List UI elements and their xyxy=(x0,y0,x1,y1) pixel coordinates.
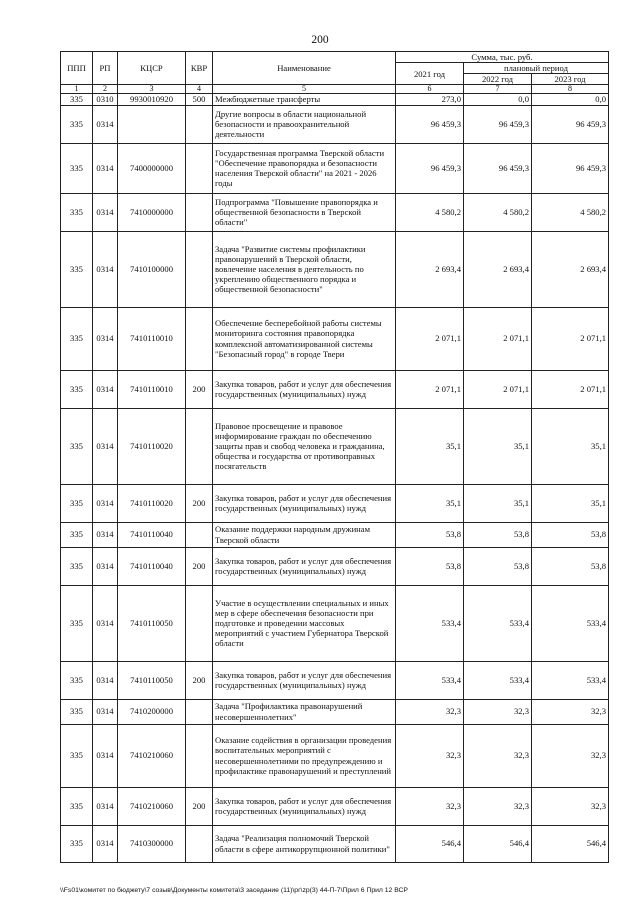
table-row xyxy=(61,408,609,484)
cell-kvr xyxy=(186,307,213,370)
cell-2021: 32,3 xyxy=(396,787,464,825)
cell-2022: 96 459,3 xyxy=(464,105,532,143)
cell-kvr xyxy=(186,193,213,231)
cell-kcsr: 7410110010 xyxy=(118,307,186,370)
cell-name: Правовое просвещение и правовое информирование граждан по обеспечению защиты прав и свобод человека и гражданина, общества и государства от противоправных посягательств xyxy=(213,408,396,484)
cell-2022: 32,3 xyxy=(464,787,532,825)
cell-2023: 96 459,3 xyxy=(532,105,609,143)
cell-kvr: 200 xyxy=(186,484,213,522)
cell-ppp: 335 xyxy=(61,94,93,105)
cell-2023: 533,4 xyxy=(532,585,609,661)
cell-2023: 533,4 xyxy=(532,661,609,699)
col-header-2021: 2021 год xyxy=(396,63,464,85)
cell-ppp: 335 xyxy=(61,484,93,522)
cell-kcsr: 7410110050 xyxy=(118,661,186,699)
cell-rp: 0314 xyxy=(93,825,118,862)
cell-name: Задача "Профилактика правонарушений несовершеннолетних" xyxy=(213,699,396,724)
cell-2021: 533,4 xyxy=(396,585,464,661)
cell-2021: 546,4 xyxy=(396,825,464,862)
cell-2022: 2 071,1 xyxy=(464,307,532,370)
cell-kvr: 200 xyxy=(186,547,213,585)
cell-2021: 35,1 xyxy=(396,408,464,484)
cell-2022: 35,1 xyxy=(464,484,532,522)
cell-rp: 0314 xyxy=(93,522,118,547)
cell-rp: 0314 xyxy=(93,408,118,484)
column-number: 5 xyxy=(213,85,396,94)
cell-ppp: 335 xyxy=(61,193,93,231)
cell-name: Обеспечение бесперебойной работы системы мониторинга состояния правопорядка комплексной автоматизированной системы "Безопасный город" в городе Твери xyxy=(213,307,396,370)
cell-name: Оказание поддержки народным дружинам Тверской области xyxy=(213,522,396,547)
cell-kcsr: 7410210060 xyxy=(118,724,186,787)
column-number: 8 xyxy=(532,85,609,94)
cell-2022: 96 459,3 xyxy=(464,143,532,193)
table-row xyxy=(61,307,609,370)
cell-kvr xyxy=(186,408,213,484)
cell-ppp: 335 xyxy=(61,547,93,585)
cell-2023: 32,3 xyxy=(532,699,609,724)
table-row xyxy=(61,370,609,408)
cell-name: Задача "Развитие системы профилактики правонарушений в Тверской области, вовлечение населения в деятельность по укреплению общественного порядка и общественной безопасности" xyxy=(213,231,396,307)
cell-kcsr: 7410110020 xyxy=(118,484,186,522)
cell-kcsr: 7410300000 xyxy=(118,825,186,862)
cell-ppp: 335 xyxy=(61,585,93,661)
cell-2023: 4 580,2 xyxy=(532,193,609,231)
column-number: 7 xyxy=(464,85,532,94)
cell-rp: 0314 xyxy=(93,307,118,370)
col-header-kcsr: КЦСР xyxy=(118,52,186,85)
cell-kcsr: 7410110040 xyxy=(118,547,186,585)
cell-kcsr xyxy=(118,105,186,143)
col-header-rp: РП xyxy=(93,52,118,85)
cell-kvr xyxy=(186,699,213,724)
table-row xyxy=(61,193,609,231)
cell-kcsr: 7410200000 xyxy=(118,699,186,724)
cell-2023: 53,8 xyxy=(532,547,609,585)
table-row xyxy=(61,787,609,825)
cell-2022: 53,8 xyxy=(464,522,532,547)
cell-name: Закупка товаров, работ и услуг для обеспечения государственных (муниципальных) нужд xyxy=(213,787,396,825)
cell-rp: 0314 xyxy=(93,484,118,522)
cell-2022: 32,3 xyxy=(464,699,532,724)
column-number: 6 xyxy=(396,85,464,94)
cell-kvr xyxy=(186,585,213,661)
cell-kvr xyxy=(186,231,213,307)
cell-2022: 2 071,1 xyxy=(464,370,532,408)
cell-kcsr: 7400000000 xyxy=(118,143,186,193)
cell-name: Межбюджетные трансферты xyxy=(213,94,396,105)
cell-2021: 533,4 xyxy=(396,661,464,699)
cell-ppp: 335 xyxy=(61,231,93,307)
cell-kvr xyxy=(186,105,213,143)
cell-name: Другие вопросы в области национальной безопасности и правоохранительной деятельности xyxy=(213,105,396,143)
cell-rp: 0314 xyxy=(93,585,118,661)
table-row xyxy=(61,724,609,787)
cell-kcsr: 7410110050 xyxy=(118,585,186,661)
cell-2023: 35,1 xyxy=(532,408,609,484)
cell-rp: 0314 xyxy=(93,193,118,231)
cell-2022: 2 693,4 xyxy=(464,231,532,307)
cell-kvr: 200 xyxy=(186,787,213,825)
cell-2022: 533,4 xyxy=(464,661,532,699)
cell-2021: 53,8 xyxy=(396,547,464,585)
cell-rp: 0314 xyxy=(93,370,118,408)
cell-2021: 273,0 xyxy=(396,94,464,105)
col-header-planned-period: плановый период xyxy=(464,63,609,74)
cell-rp: 0314 xyxy=(93,143,118,193)
table-row xyxy=(61,105,609,143)
cell-kcsr: 7410100000 xyxy=(118,231,186,307)
table-row xyxy=(61,547,609,585)
cell-2022: 32,3 xyxy=(464,724,532,787)
table-row xyxy=(61,585,609,661)
cell-kvr xyxy=(186,522,213,547)
table-row xyxy=(61,699,609,724)
cell-ppp: 335 xyxy=(61,825,93,862)
cell-kvr xyxy=(186,724,213,787)
cell-rp: 0314 xyxy=(93,547,118,585)
cell-rp: 0314 xyxy=(93,661,118,699)
cell-2023: 546,4 xyxy=(532,825,609,862)
col-header-2023: 2023 год xyxy=(532,74,609,85)
cell-kcsr: 7410110010 xyxy=(118,370,186,408)
cell-name: Закупка товаров, работ и услуг для обеспечения государственных (муниципальных) нужд xyxy=(213,370,396,408)
column-numbers-row xyxy=(61,85,609,94)
cell-2023: 96 459,3 xyxy=(532,143,609,193)
cell-rp: 0310 xyxy=(93,94,118,105)
table-row xyxy=(61,825,609,862)
cell-ppp: 335 xyxy=(61,787,93,825)
cell-2023: 35,1 xyxy=(532,484,609,522)
column-number: 2 xyxy=(93,85,118,94)
cell-rp: 0314 xyxy=(93,231,118,307)
cell-kcsr: 7410110020 xyxy=(118,408,186,484)
column-number: 4 xyxy=(186,85,213,94)
cell-2022: 533,4 xyxy=(464,585,532,661)
cell-2021: 2 071,1 xyxy=(396,370,464,408)
cell-2021: 96 459,3 xyxy=(396,105,464,143)
cell-2021: 4 580,2 xyxy=(396,193,464,231)
cell-kvr xyxy=(186,143,213,193)
table-header xyxy=(61,52,609,94)
cell-kcsr: 7410210060 xyxy=(118,787,186,825)
page-number: 200 xyxy=(311,34,329,46)
col-header-name: Наименование xyxy=(213,52,396,85)
table-row xyxy=(61,522,609,547)
cell-2022: 35,1 xyxy=(464,408,532,484)
cell-2022: 4 580,2 xyxy=(464,193,532,231)
cell-kvr: 200 xyxy=(186,661,213,699)
cell-name: Участие в осуществлении специальных и иных мер в сфере обеспечения безопасности при подготовке и проведении массовых мероприятий с участием Губернатора Тверской области xyxy=(213,585,396,661)
cell-2023: 0,0 xyxy=(532,94,609,105)
cell-rp: 0314 xyxy=(93,105,118,143)
cell-name: Закупка товаров, работ и услуг для обеспечения государственных (муниципальных) нужд xyxy=(213,547,396,585)
cell-2022: 546,4 xyxy=(464,825,532,862)
cell-2022: 0,0 xyxy=(464,94,532,105)
table-row xyxy=(61,661,609,699)
cell-name: Оказание содействия в организации проведения воспитательных мероприятий с несовершеннолетними по предупреждению и профилактике правонарушений и преступлений xyxy=(213,724,396,787)
cell-kcsr: 7410110040 xyxy=(118,522,186,547)
cell-2022: 53,8 xyxy=(464,547,532,585)
cell-2021: 2 693,4 xyxy=(396,231,464,307)
footer-file-path: \\Fs01\комитет по бюджету\7 созыв\Документы комитета\3 заседание (11)\рг\zp(3) 44-П-7\Прил 6 Прил 12 ВСР xyxy=(60,887,408,894)
cell-kcsr: 9930010920 xyxy=(118,94,186,105)
column-number: 3 xyxy=(118,85,186,94)
cell-kvr: 500 xyxy=(186,94,213,105)
cell-name: Подпрограмма "Повышение правопорядка и общественной безопасности в Тверской области" xyxy=(213,193,396,231)
col-header-ppp: ППП xyxy=(61,52,93,85)
cell-ppp: 335 xyxy=(61,724,93,787)
cell-2021: 32,3 xyxy=(396,724,464,787)
cell-2021: 53,8 xyxy=(396,522,464,547)
cell-name: Государственная программа Тверской области "Обеспечение правопорядка и безопасности населения Тверской области" на 2021 - 2026 годы xyxy=(213,143,396,193)
cell-2021: 35,1 xyxy=(396,484,464,522)
cell-name: Закупка товаров, работ и услуг для обеспечения государственных (муниципальных) нужд xyxy=(213,484,396,522)
cell-ppp: 335 xyxy=(61,522,93,547)
cell-2023: 32,3 xyxy=(532,724,609,787)
cell-2023: 2 693,4 xyxy=(532,231,609,307)
cell-ppp: 335 xyxy=(61,408,93,484)
column-number: 1 xyxy=(61,85,93,94)
cell-2023: 2 071,1 xyxy=(532,370,609,408)
cell-ppp: 335 xyxy=(61,105,93,143)
cell-name: Задача "Реализация полномочий Тверской области в сфере антикоррупционной политики" xyxy=(213,825,396,862)
cell-name: Закупка товаров, работ и услуг для обеспечения государственных (муниципальных) нужд xyxy=(213,661,396,699)
col-header-sum: Сумма, тыс. руб. xyxy=(396,52,609,63)
cell-kcsr: 7410000000 xyxy=(118,193,186,231)
cell-2021: 2 071,1 xyxy=(396,307,464,370)
cell-rp: 0314 xyxy=(93,787,118,825)
cell-2021: 96 459,3 xyxy=(396,143,464,193)
budget-table xyxy=(60,51,609,863)
cell-rp: 0314 xyxy=(93,724,118,787)
cell-2023: 32,3 xyxy=(532,787,609,825)
cell-ppp: 335 xyxy=(61,143,93,193)
table-row xyxy=(61,143,609,193)
table-row xyxy=(61,231,609,307)
cell-ppp: 335 xyxy=(61,661,93,699)
cell-rp: 0314 xyxy=(93,699,118,724)
cell-2023: 53,8 xyxy=(532,522,609,547)
col-header-kvr: КВР xyxy=(186,52,213,85)
cell-kvr: 200 xyxy=(186,370,213,408)
table-body xyxy=(61,94,609,862)
cell-ppp: 335 xyxy=(61,370,93,408)
cell-2023: 2 071,1 xyxy=(532,307,609,370)
table-row xyxy=(61,94,609,105)
col-header-2022: 2022 год xyxy=(464,74,532,85)
cell-2021: 32,3 xyxy=(396,699,464,724)
cell-kvr xyxy=(186,825,213,862)
cell-ppp: 335 xyxy=(61,699,93,724)
table-row xyxy=(61,484,609,522)
cell-ppp: 335 xyxy=(61,307,93,370)
